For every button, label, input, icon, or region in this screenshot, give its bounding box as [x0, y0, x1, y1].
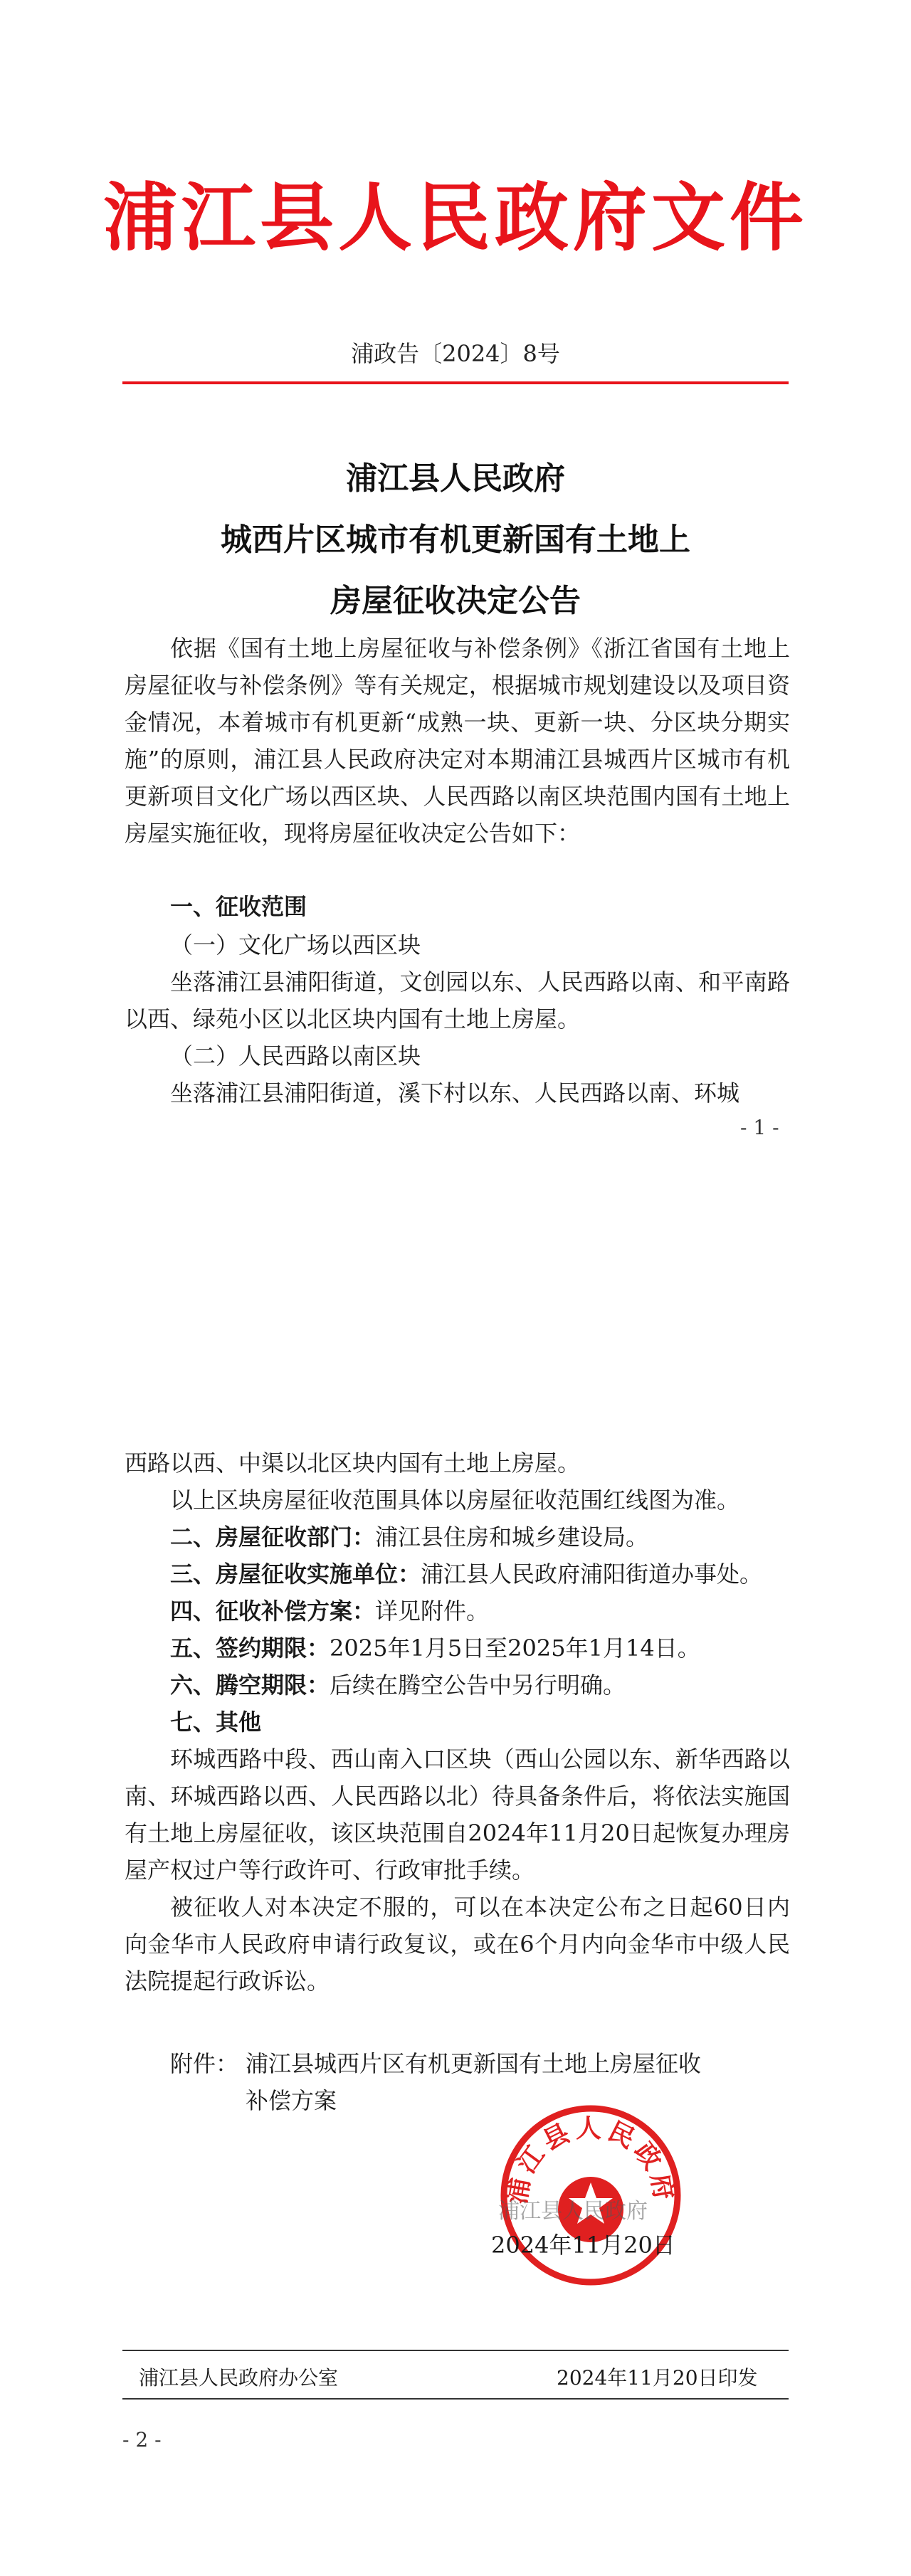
seal-text: 浦江县人民政府 — [502, 2114, 679, 2207]
footer-bottom-rule — [122, 2398, 789, 2400]
section-5: 五、签约期限：2025年1月5日至2025年1月14日。 — [170, 1635, 700, 1662]
page-number-2: - 2 - — [122, 2428, 162, 2451]
section-4: 四、征收补偿方案：详见附件。 — [170, 1598, 490, 1625]
section-3: 三、房屋征收实施单位：浦江县人民政府浦阳街道办事处。 — [170, 1561, 763, 1588]
attachment-title-line-2: 补偿方案 — [246, 2087, 337, 2114]
footer-office: 浦江县人民政府办公室 — [139, 2366, 339, 2390]
section-1-note: 以上区块房屋征收范围具体以房屋征收范围红线图为准。 — [170, 1487, 740, 1514]
intro-paragraph: 依据《国有土地上房屋征收与补偿条例》《浙江省国有土地上房屋征收与补偿条例》等有关规定，根据城市规划建设以及项目资金情况，本着城市有机更新“成熟一块、更新一块、分区块分期实施”的原则，浦江县人民政府决定对本期浦江县城西片区城市有机更新项目文化广场以西区块、人民西路以南区块范围内国有土地上房屋实施征收，现将房屋征收决定公告如下： — [125, 635, 790, 847]
notice-title-line-2: 城西片区城市有机更新国有土地上 — [221, 522, 690, 558]
document-number: 浦政告〔2024〕8号 — [351, 340, 560, 367]
section-1-sub-2-heading: （二）人民西路以南区块 — [170, 1042, 421, 1070]
footer-print-date: 2024年11月20日印发 — [557, 2366, 758, 2390]
section-1-sub-1-heading: （一）文化广场以西区块 — [170, 931, 421, 959]
section-7-paragraph-2: 被征收人对本决定不服的，可以在本决定公布之日起60日内向金华市人民政府申请行政复议，或在6个月内向金华市中级人民法院提起行政诉讼。 — [125, 1894, 790, 1995]
signature-org: 浦江县人民政府 — [498, 2199, 648, 2224]
footer-top-rule — [122, 2350, 789, 2351]
section-7-heading: 七、其他 — [170, 1709, 262, 1736]
section-1-sub-2-text-start: 坐落浦江县浦阳街道，溪下村以东、人民西路以南、环城 — [170, 1080, 740, 1107]
header-red-rule — [122, 381, 789, 384]
page-number-1: - 1 - — [740, 1116, 779, 1139]
signature-date: 2024年11月20日 — [491, 2232, 675, 2259]
section-1-sub-1-text: 坐落浦江县浦阳街道，文创园以东、人民西路以南、和平南路以西、绿苑小区以北区块内国有土地上房屋。 — [125, 968, 790, 1033]
attachment-title-line-1: 浦江县城西片区有机更新国有土地上房屋征收 — [246, 2050, 702, 2077]
notice-title-line-3: 房屋征收决定公告 — [330, 583, 581, 619]
section-7-paragraph-1: 环城西路中段、西山南入口区块（西山公园以东、新华西路以南、环城西路以西、人民西路以北）待具备条件后，将依法实施国有土地上房屋征收，该区块范围自2024年11月20日起恢复办理房屋产权过户等行政许可、行政审批手续。 — [125, 1746, 790, 1884]
section-6: 六、腾空期限：后续在腾空公告中另行明确。 — [170, 1672, 626, 1699]
section-1-heading: 一、征收范围 — [170, 893, 307, 920]
section-1-sub-2-text-cont: 西路以西、中渠以北区块内国有土地上房屋。 — [125, 1450, 581, 1477]
attachment-label: 附件： — [170, 2050, 239, 2077]
document-header-title: 浦江县人民政府文件 — [102, 174, 808, 261]
section-2: 二、房屋征收部门：浦江县住房和城乡建设局。 — [170, 1524, 649, 1551]
notice-title-line-1: 浦江县人民政府 — [346, 460, 565, 497]
